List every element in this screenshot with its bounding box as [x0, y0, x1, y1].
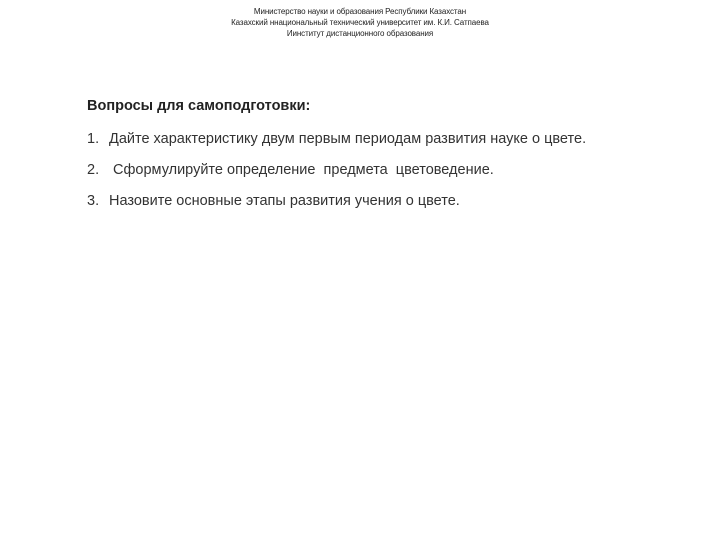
page-title: Вопросы для самоподготовки: — [87, 98, 311, 114]
question-list — [87, 130, 707, 210]
main-content — [87, 98, 707, 223]
list-item-question-3 — [87, 192, 707, 210]
question-number: 3. — [87, 193, 100, 209]
header-ministry: Министерство науки и образования Республики Казахстан — [253, 7, 467, 16]
question-text: Дайте характеристику двум первым периодам развития науке о цвете. — [109, 131, 587, 147]
question-text: Назовите основные этапы развития учения о цвете. — [109, 193, 460, 209]
header-institute: Иинститут дистанционного образования — [286, 29, 434, 38]
question-number: 1. — [87, 131, 100, 147]
header-university: Казахский ннациональный технический университет им. К.И. Сатпаева — [231, 18, 489, 27]
question-number: 2. — [87, 162, 100, 178]
question-text: Сформулируйте определение предмета цветоведение. — [109, 162, 494, 178]
list-item-question-2 — [87, 161, 707, 179]
institution-header — [0, 6, 720, 39]
list-item-question-1 — [87, 130, 707, 148]
